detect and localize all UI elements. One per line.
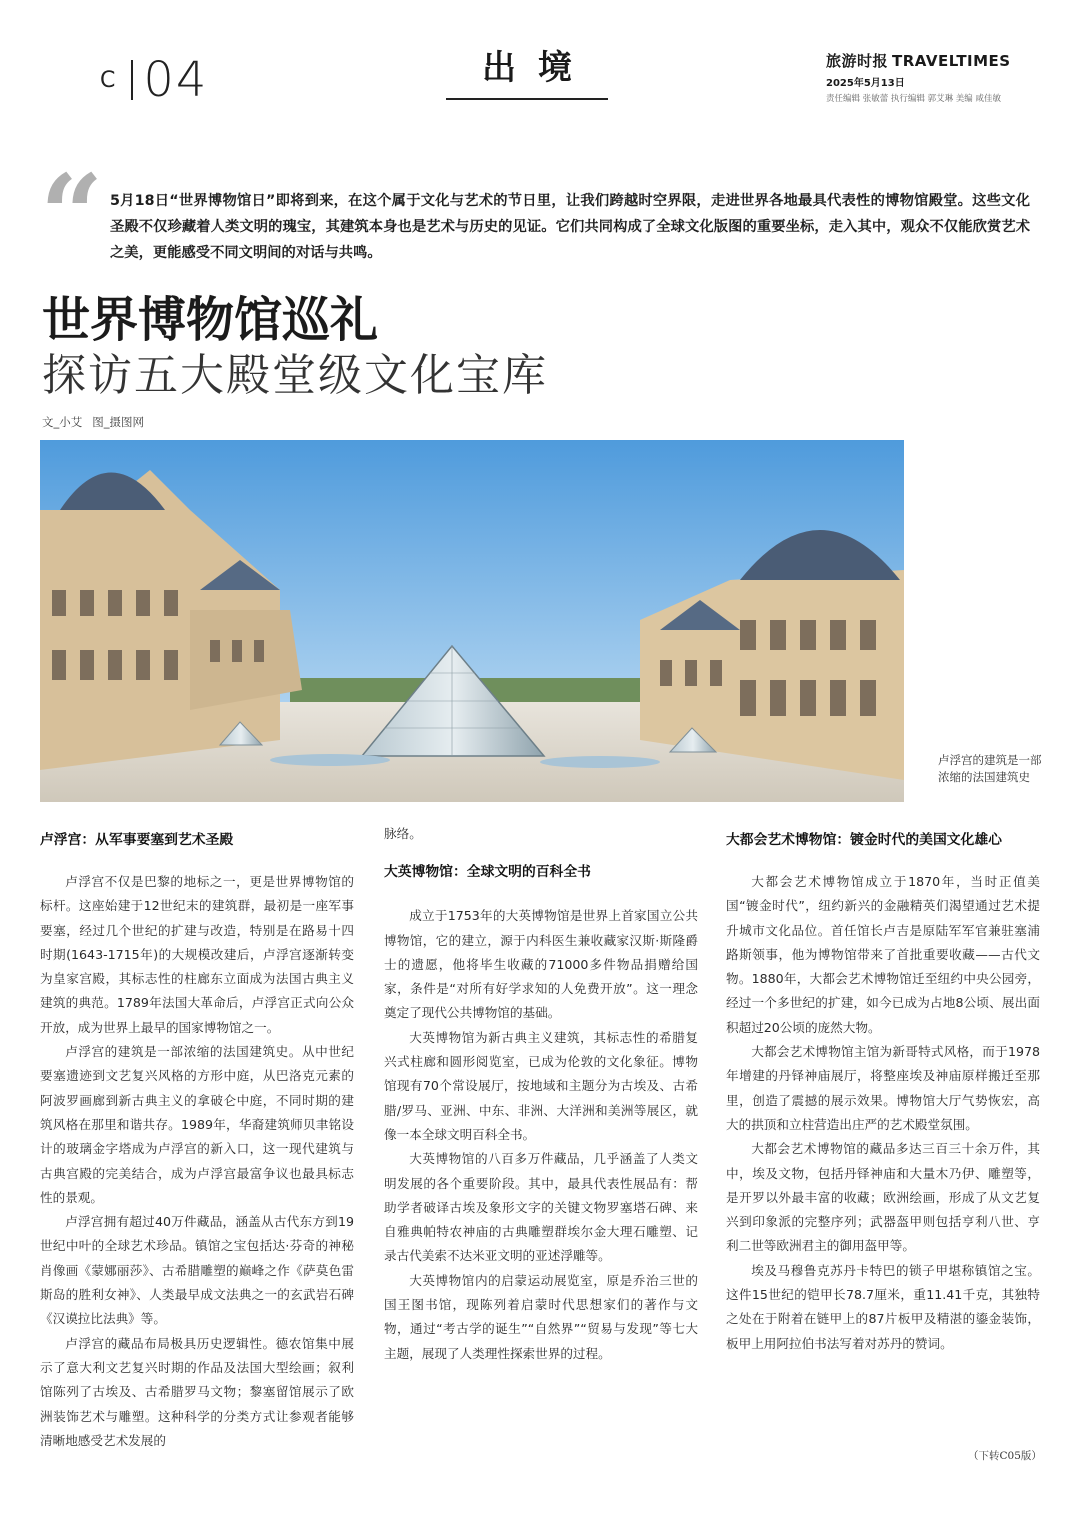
page-number: 04 xyxy=(143,52,209,108)
british-paragraph: 成立于1753年的大英博物馆是世界上首家国立公共博物馆，它的建立，源于内科医生兼收藏家汉斯·斯隆爵士的遗愿，他将毕生收藏的71000多件物品捐赠给国家，条件是“对所有好学求知的人免费开放”。这一理念奠定了现代公共博物馆的基础。 xyxy=(384,908,698,1021)
author-credit: 文_小艾 xyxy=(42,415,83,429)
editor-credits: 责任编辑 张敏蕾 执行编辑 郭艾琳 美编 咸佳敏 xyxy=(826,94,1002,104)
intro-text: 5月18日“世界博物馆日”即将到来，在这个属于文化与艺术的节日里，让我们跨越时空界限，走进世界各地最具代表性的博物馆殿堂。这些文化圣殿不仅珍藏着人类文明的瑰宝，其建筑本身也是艺术与历史的见证。它们共同构成了全球文化版图的重要坐标，走入其中，观众不仅能欣赏艺术之美，更能感受不同文明间的对话与共鸣。 xyxy=(110,193,1030,261)
masthead xyxy=(826,50,1046,104)
brand-en: TRAVELTIMES xyxy=(892,52,1011,70)
louvre-illustration xyxy=(40,440,904,802)
article-title-british-museum: 大英博物馆：全球文明的百科全书 xyxy=(384,864,591,881)
photo-credit: 图_摄图网 xyxy=(92,415,144,429)
page-number-mark xyxy=(100,52,208,108)
masthead-brand xyxy=(826,50,1046,71)
divider xyxy=(131,60,133,100)
article-title-louvre: 卢浮宫：从军事要塞到艺术圣殿 xyxy=(40,832,234,848)
column-louvre xyxy=(40,822,354,1453)
louvre-paragraph: 卢浮宫不仅是巴黎的地标之一，更是世界博物馆的标杆。这座始建于12世纪末的建筑群，最初是一座军事要塞，经过几个世纪的扩建与改造，特别是在路易十四时期(1643-1715年)的大规模改建后，卢浮宫逐渐转变为皇家宫殿，其标志性的柱廊东立面成为法国古典主义建筑的典范。1789年法国大革命后，卢浮宫正式向公众开放，成为世界上最早的国家博物馆之一。 xyxy=(40,874,354,1035)
british-paragraph: 大英博物馆的八百多万件藏品，几乎涵盖了人类文明发展的各个重要阶段。其中，最具代表性展品有：帮助学者破译古埃及象形文字的关键文物罗塞塔石碑、来自雅典帕特农神庙的古典雕塑群埃尔金大理石雕塑、记录古代美索不达米亚文明的亚述浮雕等。 xyxy=(384,1151,698,1264)
met-paragraph: 大都会艺术博物馆成立于1870年，当时正值美国“镀金时代”，纽约新兴的金融精英们渴望通过艺术提升城市文化品位。首任馆长卢吉是原陆军军官兼驻塞浦路斯领事，他为博物馆带来了首批重要收藏——古代文物。1880年，大都会艺术博物馆迁至纽约中央公园旁，经过一个多世纪的扩建，如今已成为占地8公顷、展出面积超过20公顷的庞然大物。 xyxy=(726,874,1040,1035)
louvre-paragraph: 卢浮宫的藏品布局极具历史逻辑性。德农馆集中展示了意大利文艺复兴时期的作品及法国大型绘画；叙利馆陈列了古埃及、古希腊罗马文物；黎塞留馆展示了欧洲装饰艺术与雕塑。这种科学的分类方式让参观者能够清晰地感受艺术发展的 xyxy=(40,1335,354,1448)
byline xyxy=(42,414,144,430)
continued-note: （下转C05版） xyxy=(968,1450,1042,1462)
louvre-paragraph: 卢浮宫的建筑是一部浓缩的法国建筑史。从中世纪要塞遗迹到文艺复兴风格的方形中庭，从巴洛克元素的阿波罗画廊到新古典主义的拿破仑中庭，不同时期的建筑风格在那里和谐共存。1989年，华裔建筑师贝聿铭设计的玻璃金字塔成为卢浮宫的新入口，这一现代建筑与古典宫殿的完美结合，成为卢浮宫最富争议也最具标志性的景观。 xyxy=(40,1044,354,1205)
headline: 世界博物馆巡礼 xyxy=(42,292,379,348)
louvre-paragraph: 卢浮宫拥有超过40万件藏品，涵盖从古代东方到19世纪中叶的全球艺术珍品。镇馆之宝包括达·芬奇的神秘肖像画《蒙娜丽莎》、古希腊雕塑的巅峰之作《萨莫色雷斯岛的胜利女神》、人类最早成文法典之一的玄武岩石碑《汉谟拉比法典》等。 xyxy=(40,1214,354,1327)
met-paragraph: 埃及马穆鲁克苏丹卡特巴的锁子甲堪称镇馆之宝。这件15世纪的铠甲长78.7厘米，重11.41千克，其独特之处在于附着在链甲上的87片板甲及精湛的鎏金装饰，板甲上用阿拉伯书法写着对苏丹的赞词。 xyxy=(726,1262,1040,1351)
met-paragraph: 大都会艺术博物馆的藏品多达三百三十余万件，其中，埃及文物，包括丹铎神庙和大量木乃伊、雕塑等，是开罗以外最丰富的收藏；欧洲绘画，形成了从文艺复兴到印象派的完整序列；武器盔甲则包括亨利八世、亨利二世等欧洲君主的御用盔甲等。 xyxy=(726,1141,1040,1254)
article-title-met: 大都会艺术博物馆：镀金时代的美国文化雄心 xyxy=(726,832,1002,848)
section-letter: C xyxy=(100,67,122,93)
british-paragraph: 大英博物馆为新古典主义建筑，其标志性的希腊复兴式柱廊和圆形阅览室，已成为伦敦的文化象征。博物馆现有70个常设展厅，按地域和主题分为古埃及、古希腊/罗马、亚洲、中东、非洲、大洋洲和美洲等展区，就像一本全球文明百科全书。 xyxy=(384,1029,698,1142)
issue-date: 2025年5月13日 xyxy=(826,78,905,89)
met-paragraph: 大都会艺术博物馆主馆为新哥特式风格，而于1978年增建的丹铎神庙展厅，将整座埃及神庙原样搬迁至那里，创造了震撼的展示效果。博物馆大厅气势恢宏，高大的拱顶和立柱营造出庄严的艺术殿堂氛围。 xyxy=(726,1044,1040,1132)
section-title-underline xyxy=(446,98,608,100)
louvre-photo xyxy=(40,440,904,802)
section-title: 出境 xyxy=(482,48,594,88)
photo-caption: 卢浮宫的建筑是一部浓缩的法国建筑史 xyxy=(938,753,1042,784)
subhead: 探访五大殿堂级文化宝库 xyxy=(42,350,548,401)
column-met xyxy=(726,822,1040,1356)
quote-mark-icon: “ xyxy=(40,150,104,279)
british-paragraph: 大英博物馆内的启蒙运动展览室，原是乔治三世的国王图书馆，现陈列着启蒙时代思想家们的著作与文物，通过“考古学的诞生”“自然界”“贸易与发现”等七大主题，展现了人类理性探索世界的过程。 xyxy=(384,1272,698,1361)
louvre-continuation: 脉络。 xyxy=(384,826,422,841)
column-british-museum xyxy=(384,822,698,1366)
brand-cn: 旅游时报 xyxy=(826,52,889,70)
